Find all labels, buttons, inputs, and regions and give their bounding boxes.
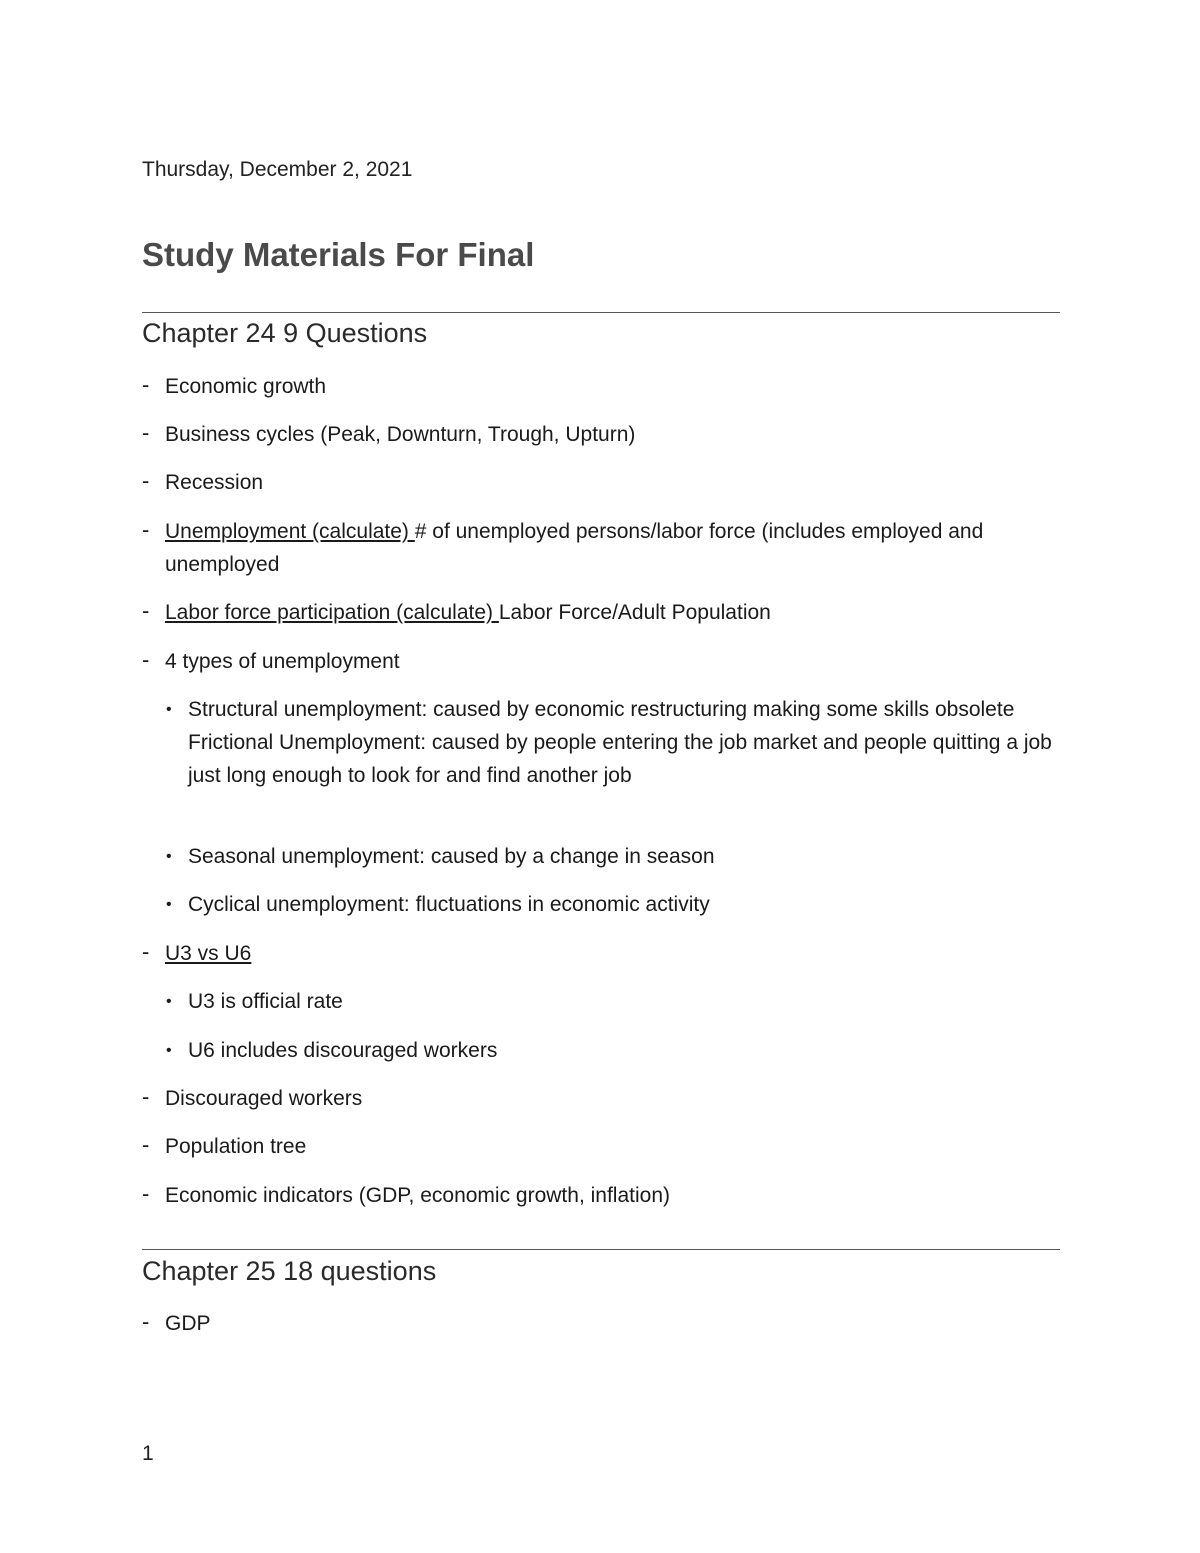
lfp-label: Labor force participation (calculate) xyxy=(165,601,499,624)
dash-marker: - xyxy=(142,468,150,493)
structural-unemployment: Structural unemployment: caused by economic restructuring making some skills obsolete xyxy=(188,698,1015,721)
dash-marker: - xyxy=(142,1132,150,1157)
page-number: 1 xyxy=(142,1442,154,1465)
dash-marker: - xyxy=(142,647,150,672)
bullet-marker: • xyxy=(166,1042,172,1059)
document-title: Study Materials For Final xyxy=(142,236,535,273)
dash-marker: - xyxy=(142,598,150,623)
dash-marker: - xyxy=(142,517,150,542)
chapter-25-heading: Chapter 25 18 questions xyxy=(142,1256,437,1286)
dash-marker: - xyxy=(142,1084,150,1109)
dash-marker: - xyxy=(142,939,150,964)
bullet-marker: • xyxy=(166,993,172,1010)
document-date: Thursday, December 2, 2021 xyxy=(142,158,413,181)
document-page: Thursday, December 2, 2021 Study Materials For Final Chapter 24 9 Questions - Economic growth - Business cycles (Peak, Downturn, Trough, Upturn) - Recession - Unemployment (calculate) # of unemployed persons/labor force (includes employed and unemployed - Labor force participation (calculate) Labor Force/Adult Population - 4 types of unemployment • Structural unemployment: caused by economic restructuring making some skills obsolete Frictional Unemployment: caused by people entering the job market and people quitting a job just long enough to look for and find another job • Seasonal unemployment: caused by a change in season • Cyclical unemployment: fluctuations in economic activity - U3 vs U6 • U3 is official rate • U6 includes discouraged workers - Discouraged workers - Population tree - Economic indicators (GDP, economic growth, inflation) Chapter 25 18 questions - GDP 1 xyxy=(0,0,1200,1553)
chapter-24-heading: Chapter 24 9 Questions xyxy=(142,318,428,348)
dash-marker: - xyxy=(142,1309,150,1334)
bullet-marker: • xyxy=(166,848,172,865)
section-divider xyxy=(142,1249,1060,1250)
dash-marker: - xyxy=(142,420,150,445)
lfp-formula: Labor Force/Adult Population xyxy=(498,601,771,624)
bullet-marker: • xyxy=(166,701,172,718)
dash-marker: - xyxy=(142,372,150,397)
dash-marker: - xyxy=(142,1181,150,1206)
unemployment-formula: # of unemployed persons/labor force (includes employed and unemployed xyxy=(165,520,984,576)
section-divider xyxy=(142,312,1060,313)
frictional-unemployment: Frictional Unemployment: caused by people entering the job market and people quitting a job just long enough to look for and find another job xyxy=(188,731,1052,787)
unemployment-label: Unemployment (calculate) xyxy=(165,520,415,543)
bullet-marker: • xyxy=(166,896,172,913)
